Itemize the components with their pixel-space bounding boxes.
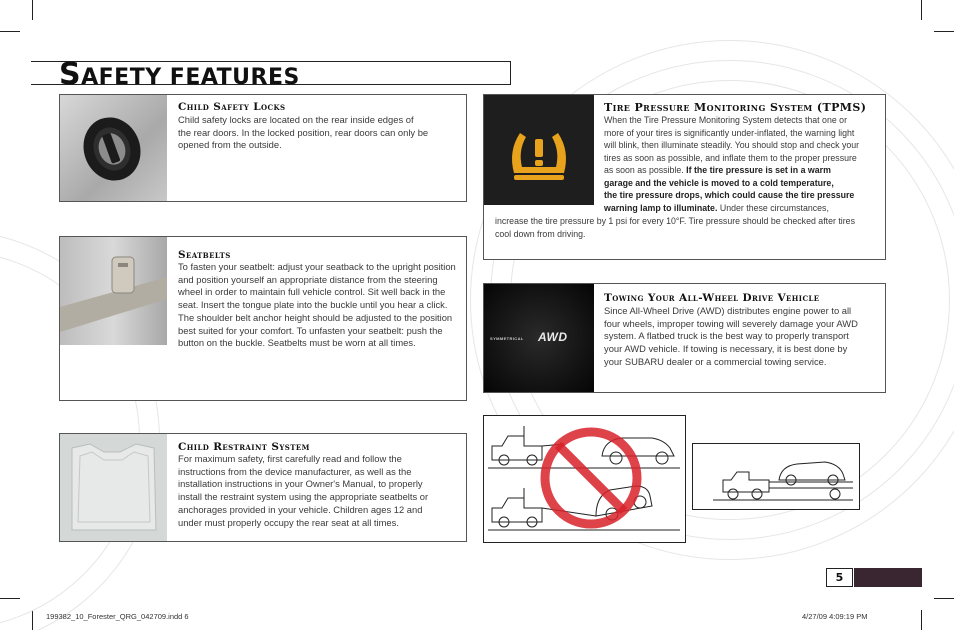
child-restraint-panel xyxy=(59,433,467,542)
child-lock-icon xyxy=(60,95,167,201)
awd-badge-photo xyxy=(484,284,594,392)
page-tab xyxy=(854,568,922,587)
page-number: 5 xyxy=(826,568,853,587)
prohibition-slash xyxy=(558,445,624,511)
page-title xyxy=(59,57,300,92)
towing-panel xyxy=(483,283,886,393)
section-heading: Tire Pressure Monitoring System (TPMS) xyxy=(604,101,867,114)
section-heading: Child Restraint System xyxy=(178,441,310,453)
section-heading: Towing Your All-Wheel Drive Vehicle xyxy=(604,292,820,304)
anchor-cover-icon xyxy=(60,434,167,541)
tpms-warning-photo xyxy=(484,95,594,205)
child-restraint-photo xyxy=(60,434,167,541)
section-body: For maximum safety, first carefully read and follow the instructions from the device manufacturer, as well as the installation instructions in your Owner's Manual, to properly install the restraint system using the appropriate seatbelts or anchorages provided in your vehicle. Children ages 12 and under must properly occupy the rear seat at all times. xyxy=(178,453,429,528)
child-lock-photo xyxy=(60,95,167,201)
section-heading: Seatbelts xyxy=(178,249,231,261)
seatbelt-photo xyxy=(60,237,167,345)
footer-file-name: 199382_10_Forester_QRG_042709.indd 6 xyxy=(46,612,189,621)
tow-truck-prohibited-diagram xyxy=(484,416,685,542)
section-body: Since All-Wheel Drive (AWD) distributes engine power to all four wheels, improper towing will severely damage your AWD system. A flatbed truck is the best way to properly transport your AWD vehicle. If towing is necessary, it is best done by your SUBARU dealer or a commercial towing service. xyxy=(604,305,858,367)
flatbed-towing-illustration xyxy=(692,443,860,510)
badge-small-text: SYMMETRICAL xyxy=(490,336,524,341)
flatbed-truck-diagram xyxy=(693,444,859,509)
title-initial: S xyxy=(59,57,82,92)
tpms-panel xyxy=(483,94,886,260)
child-safety-locks-panel xyxy=(59,94,467,202)
section-body: To fasten your seatbelt: adjust your seatback to the upright position and position yourself an appropriate distance from the steering wheel in order to maintain full vehicle control. Sit well back in the seat. Insert the tongue plate into the buckle until you hear a click. The shoulder belt anchor height should be adjusted to the position best suited for your comfort. To unfasten your seatbelt: push the button on the buckle. Seatbelts must be worn at all times. xyxy=(178,261,456,349)
section-body-continued: increase the tire pressure by 1 psi for every 10°F. Tire pressure should be checked after tires cool down from driving. xyxy=(495,216,855,239)
section-body: When the Tire Pressure Monitoring System detects that one or more of your tires is significantly under-inflated, the warning light will blink, then illuminate steadily. You should stop and check your tires as soon as possible, and inflate them to the proper pressure as soon as possible. If the tire pressure is set in a warm garage and the vehicle is moved to a cold temperature, the tire pressure drops, which could cause the tire pressure warning lamp to illuminate. Under these circumstances, xyxy=(604,115,860,213)
seatbelts-panel xyxy=(59,236,467,401)
footer-timestamp: 4/27/09 4:09:19 PM xyxy=(802,612,868,621)
title-text: AFETY FEATURES xyxy=(81,65,300,90)
section-heading: Child Safety Locks xyxy=(178,101,286,113)
section-body: Child safety locks are located on the rear inside edges of the rear doors. In the locked position, rear doors can only be opened from the outside. xyxy=(178,114,429,151)
badge-awd-text: AWD xyxy=(538,330,568,344)
tire-pressure-warning-icon xyxy=(484,95,594,205)
seatbelt-icon xyxy=(60,237,167,345)
improper-towing-illustration xyxy=(483,415,686,543)
